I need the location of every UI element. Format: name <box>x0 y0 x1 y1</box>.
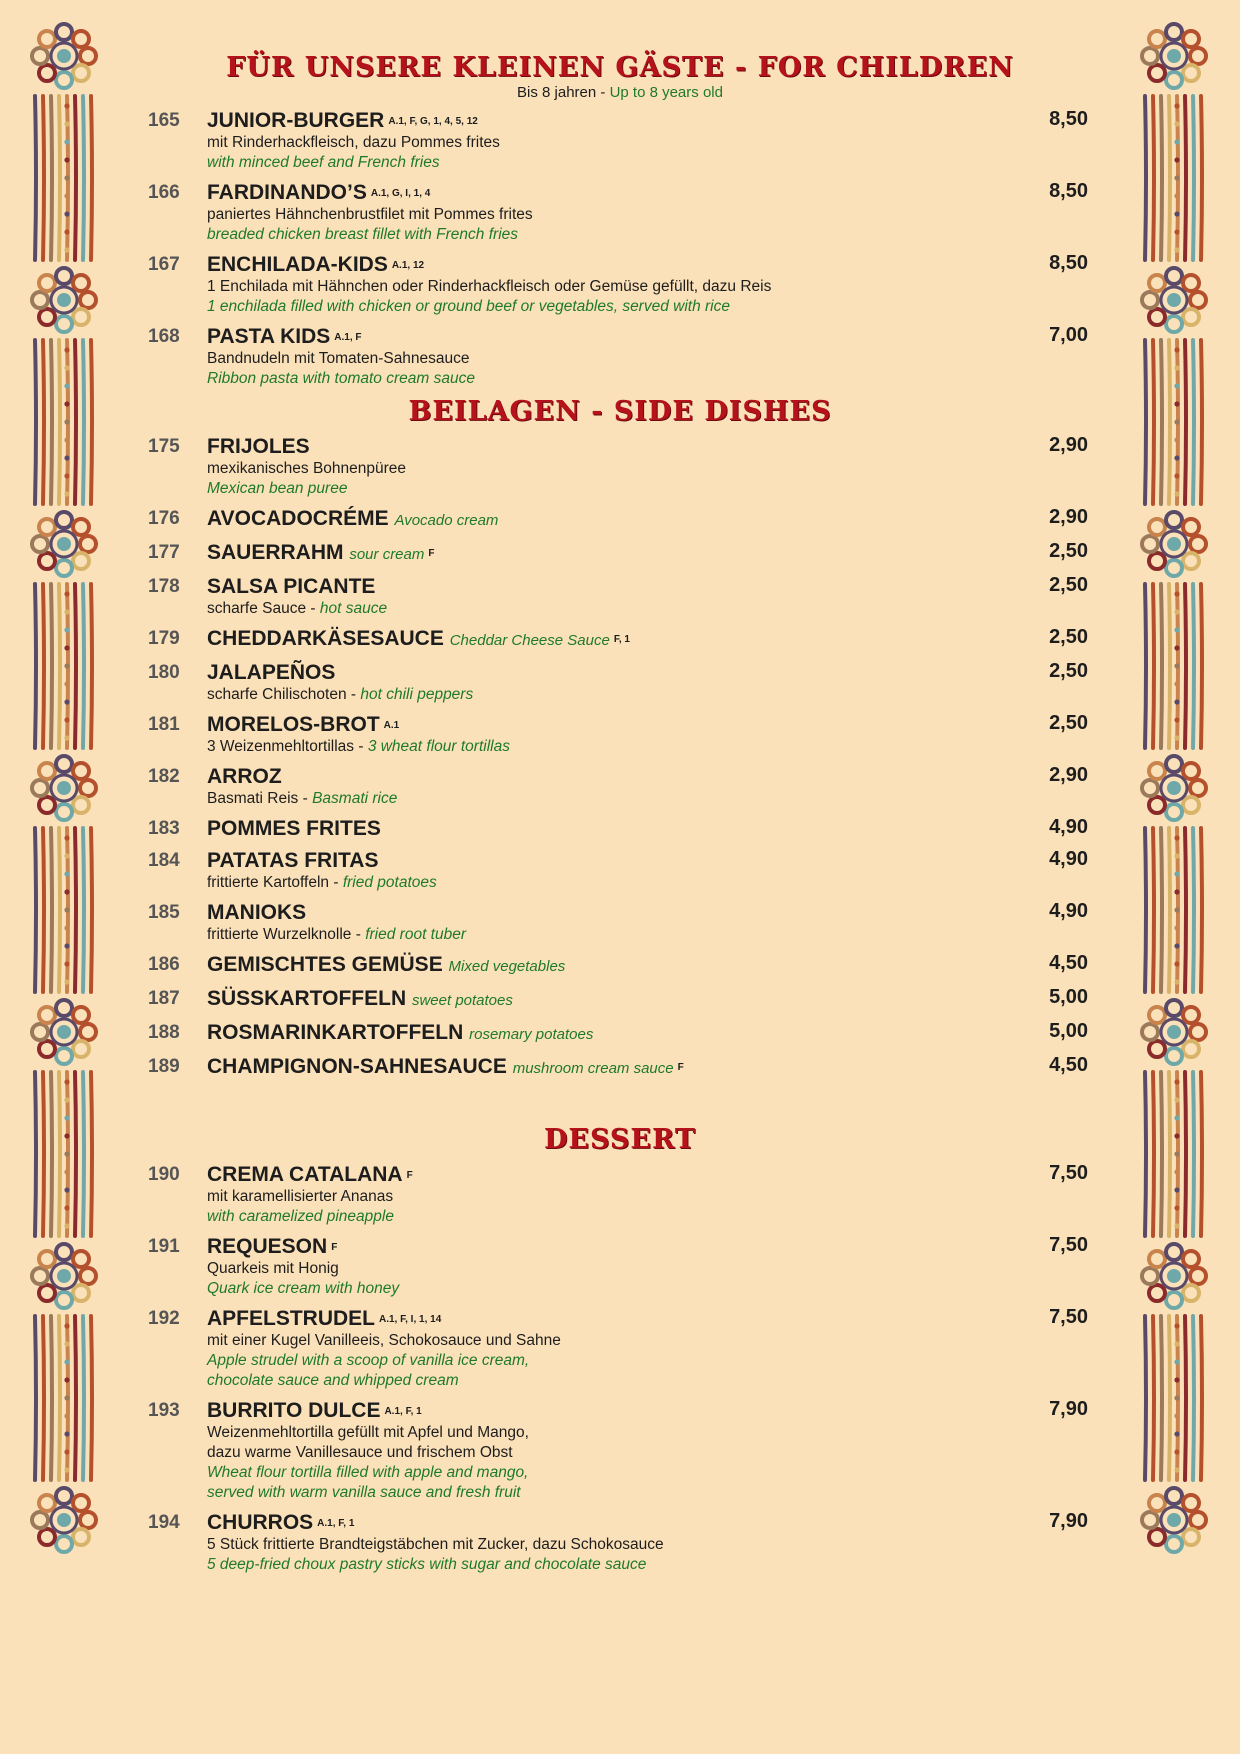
item-name-line <box>207 574 1100 599</box>
item-name: ARROZ <box>207 765 282 788</box>
item-number: 188 <box>148 1022 180 1043</box>
menu-item <box>140 764 1100 809</box>
item-price: 2,50 <box>1049 540 1088 562</box>
item-number: 176 <box>148 508 180 529</box>
sun-ornament-icon <box>28 20 100 92</box>
menu-section <box>140 1124 1100 1575</box>
item-description-en: 1 enchilada filled with chicken or ground beef or vegetables, served with rice <box>207 298 730 315</box>
stripe-ornament-icon <box>30 92 98 264</box>
menu-item <box>140 1020 1100 1047</box>
item-name: GEMISCHTES GEMÜSE <box>207 953 443 976</box>
menu-item <box>140 1398 1100 1503</box>
item-number: 178 <box>148 576 180 597</box>
item-name-line <box>207 180 1100 205</box>
item-name: SAUERRAHM <box>207 541 344 564</box>
item-name-en: Cheddar Cheese Sauce <box>449 632 610 649</box>
item-description-de <box>207 789 1100 809</box>
item-price: 2,50 <box>1049 626 1088 648</box>
item-price: 4,50 <box>1049 952 1088 974</box>
menu-item <box>140 180 1100 245</box>
sun-ornament-icon <box>1138 508 1210 580</box>
allergen-codes: A.1, G, I, 1, 4 <box>370 188 431 199</box>
menu-item <box>140 1234 1100 1299</box>
subtitle-en: Up to 8 years old <box>609 84 723 101</box>
left-border-ornament <box>26 20 102 1740</box>
item-number: 180 <box>148 662 180 683</box>
item-price: 7,50 <box>1049 1234 1088 1256</box>
menu-item <box>140 712 1100 757</box>
description-de-text: Weizenmehltortilla gefüllt mit Apfel und Mango, <box>207 1424 529 1441</box>
item-description-de <box>207 1535 1100 1555</box>
item-name-line <box>207 434 1100 459</box>
sun-ornament-icon <box>28 1240 100 1312</box>
item-price: 5,00 <box>1049 1020 1088 1042</box>
item-price: 2,90 <box>1049 764 1088 786</box>
stripe-ornament-icon <box>30 1068 98 1240</box>
sun-ornament-icon <box>28 1484 100 1556</box>
description-en-inline: hot chili peppers <box>360 686 474 703</box>
menu-item <box>140 108 1100 173</box>
menu-item <box>140 848 1100 893</box>
item-name-en: Mixed vegetables <box>448 958 566 975</box>
sun-ornament-icon <box>28 264 100 336</box>
description-de-text: Quarkeis mit Honig <box>207 1260 339 1277</box>
item-name: FARDINANDO’S <box>207 181 367 204</box>
description-de-text: mit karamellisierter Ananas <box>207 1188 394 1205</box>
item-number: 183 <box>148 818 180 839</box>
stripe-ornament-icon <box>1140 1312 1208 1484</box>
description-de-text: scharfe Sauce - <box>207 600 320 617</box>
menu-item <box>140 324 1100 389</box>
menu-item <box>140 1054 1100 1081</box>
item-price: 4,50 <box>1049 1054 1088 1076</box>
menu-item <box>140 434 1100 499</box>
item-description-en: breaded chicken breast fillet with French fries <box>207 226 519 243</box>
allergen-codes: A.1, F, I, 1, 14 <box>379 1314 442 1325</box>
item-number: 166 <box>148 182 180 203</box>
item-price: 7,00 <box>1049 324 1088 346</box>
item-description-de <box>207 925 1100 945</box>
item-number: 185 <box>148 902 180 923</box>
item-number: 184 <box>148 850 180 871</box>
stripe-ornament-icon <box>30 824 98 996</box>
item-description-en: Wheat flour tortilla filled with apple and mango, <box>207 1464 529 1481</box>
item-description-de <box>207 1331 1100 1351</box>
item-description-de <box>207 1423 1100 1443</box>
section-spacer <box>140 1088 1100 1124</box>
item-name: CHAMPIGNON-SAHNESAUCE <box>207 1055 507 1078</box>
menu-item <box>140 1306 1100 1391</box>
item-name-line <box>207 848 1100 873</box>
description-de-text: 1 Enchilada mit Hähnchen oder Rinderhackfleisch oder Gemüse gefüllt, dazu Reis <box>207 278 772 295</box>
item-price: 7,50 <box>1049 1162 1088 1184</box>
item-name-line <box>207 660 1100 685</box>
item-name: CHEDDARKÄSESAUCE <box>207 627 444 650</box>
item-price: 7,90 <box>1049 1398 1088 1420</box>
allergen-codes: A.1, 12 <box>391 260 425 271</box>
item-name-en: Avocado cream <box>394 512 499 529</box>
stripe-ornament-icon <box>1140 824 1208 996</box>
description-en-inline: 3 wheat flour tortillas <box>367 738 510 755</box>
item-name: ENCHILADA-KIDS <box>207 253 388 276</box>
item-description-de <box>207 737 1100 757</box>
menu-item <box>140 574 1100 619</box>
item-description-de <box>207 205 1100 225</box>
item-number: 190 <box>148 1164 180 1185</box>
menu-section <box>140 52 1100 389</box>
stripe-ornament-icon <box>30 580 98 752</box>
item-number: 194 <box>148 1512 180 1533</box>
item-description-de: dazu warme Vanillesauce und frischem Obst <box>207 1444 513 1461</box>
allergen-codes: F <box>331 1242 338 1253</box>
item-description-de <box>207 685 1100 705</box>
item-name-line <box>207 1054 1100 1081</box>
item-name: PATATAS FRITAS <box>207 849 379 872</box>
item-name-line <box>207 324 1100 349</box>
item-number: 191 <box>148 1236 180 1257</box>
allergen-codes: A.1, F, 1 <box>384 1406 422 1417</box>
item-description-de <box>207 349 1100 369</box>
sun-ornament-icon <box>28 996 100 1068</box>
allergen-codes: A.1 <box>383 720 400 731</box>
sun-ornament-icon <box>1138 264 1210 336</box>
item-number: 192 <box>148 1308 180 1329</box>
item-price: 8,50 <box>1049 180 1088 202</box>
menu-item <box>140 986 1100 1013</box>
item-name: CREMA CATALANA <box>207 1163 403 1186</box>
item-description-en: with minced beef and French fries <box>207 154 440 171</box>
item-number: 175 <box>148 436 180 457</box>
menu-item <box>140 252 1100 317</box>
description-de-text: Bandnudeln mit Tomaten-Sahnesauce <box>207 350 470 367</box>
item-name-line <box>207 1510 1100 1535</box>
description-de-text: mexikanisches Bohnenpüree <box>207 460 407 477</box>
item-name-line <box>207 540 1100 567</box>
description-de-text: mit Rinderhackfleisch, dazu Pommes frites <box>207 134 500 151</box>
item-description-de <box>207 277 1100 297</box>
item-description-de <box>207 1187 1100 1207</box>
menu-item <box>140 1510 1100 1575</box>
item-name-line <box>207 952 1100 979</box>
section-subtitle <box>140 84 1100 102</box>
description-en-inline: hot sauce <box>319 600 388 617</box>
sun-ornament-icon <box>28 508 100 580</box>
description-de-text: Basmati Reis - <box>207 790 313 807</box>
item-number: 167 <box>148 254 180 275</box>
sun-ornament-icon <box>1138 996 1210 1068</box>
item-description-en: Ribbon pasta with tomato cream sauce <box>207 370 475 387</box>
item-description-de <box>207 599 1100 619</box>
allergen-codes: F <box>677 1062 684 1073</box>
item-name-line <box>207 712 1100 737</box>
stripe-ornament-icon <box>1140 92 1208 264</box>
item-description-de <box>207 1259 1100 1279</box>
description-de-text: scharfe Chilischoten - <box>207 686 361 703</box>
menu-item <box>140 540 1100 567</box>
item-description-en: Quark ice cream with honey <box>207 1280 400 1297</box>
item-name: JUNIOR-BURGER <box>207 109 385 132</box>
item-name: AVOCADOCRÉME <box>207 507 389 530</box>
item-name: APFELSTRUDEL <box>207 1307 375 1330</box>
item-name-en: rosemary potatoes <box>469 1026 594 1043</box>
menu-item <box>140 1162 1100 1227</box>
item-name-line <box>207 1306 1100 1331</box>
item-name: ROSMARINKARTOFFELN <box>207 1021 464 1044</box>
item-description-en: with caramelized pineapple <box>207 1208 394 1225</box>
item-number: 179 <box>148 628 180 649</box>
item-name-line <box>207 816 1100 841</box>
item-number: 165 <box>148 110 180 131</box>
stripe-ornament-icon <box>1140 1068 1208 1240</box>
sun-ornament-icon <box>1138 752 1210 824</box>
item-price: 2,50 <box>1049 712 1088 734</box>
description-de-text: mit einer Kugel Vanilleeis, Schokosauce und Sahne <box>207 1332 561 1349</box>
allergen-codes: A.1, F, G, 1, 4, 5, 12 <box>388 116 478 127</box>
sun-ornament-icon <box>1138 20 1210 92</box>
item-name-line <box>207 506 1100 533</box>
menu-content <box>140 52 1100 1582</box>
item-number: 189 <box>148 1056 180 1077</box>
description-en-inline: fried potatoes <box>342 874 437 891</box>
section-title: BEILAGEN - SIDE DISHES <box>408 396 832 427</box>
menu-item <box>140 816 1100 841</box>
sun-ornament-icon <box>1138 1484 1210 1556</box>
item-description-de <box>207 873 1100 893</box>
item-name: PASTA KIDS <box>207 325 331 348</box>
item-name-en: sour cream <box>349 546 425 563</box>
item-price: 4,90 <box>1049 816 1088 838</box>
item-price: 2,90 <box>1049 506 1088 528</box>
item-name: BURRITO DULCE <box>207 1399 381 1422</box>
item-name: REQUESON <box>207 1235 328 1258</box>
stripe-ornament-icon <box>30 1312 98 1484</box>
right-border-ornament <box>1136 20 1212 1740</box>
description-de-text: 5 Stück frittierte Brandteigstäbchen mit Zucker, dazu Schokosauce <box>207 1536 664 1553</box>
item-price: 4,90 <box>1049 900 1088 922</box>
description-en-inline: fried root tuber <box>365 926 467 943</box>
item-name-line <box>207 626 1100 653</box>
item-description-de <box>207 133 1100 153</box>
item-name-line <box>207 900 1100 925</box>
description-de-text: paniertes Hähnchenbrustfilet mit Pommes frites <box>207 206 533 223</box>
menu-item <box>140 506 1100 533</box>
allergen-codes: A.1, F <box>334 332 362 343</box>
item-description-en: 5 deep-fried choux pastry sticks with sugar and chocolate sauce <box>207 1556 647 1573</box>
sun-ornament-icon <box>1138 1240 1210 1312</box>
item-price: 4,90 <box>1049 848 1088 870</box>
item-name: SÜSSKARTOFFELN <box>207 987 407 1010</box>
item-price: 2,50 <box>1049 574 1088 596</box>
item-name-line <box>207 986 1100 1013</box>
menu-item <box>140 900 1100 945</box>
item-name-line <box>207 1020 1100 1047</box>
item-description-en: served with warm vanilla sauce and fresh fruit <box>207 1484 521 1501</box>
item-name: SALSA PICANTE <box>207 575 376 598</box>
item-description-en: chocolate sauce and whipped cream <box>207 1372 459 1389</box>
item-number: 187 <box>148 988 180 1009</box>
item-name: FRIJOLES <box>207 435 310 458</box>
allergen-codes: F <box>428 548 435 559</box>
menu-item <box>140 626 1100 653</box>
item-price: 8,50 <box>1049 108 1088 130</box>
item-name: CHURROS <box>207 1511 314 1534</box>
description-de-text: frittierte Kartoffeln - <box>207 874 343 891</box>
item-name-line <box>207 108 1100 133</box>
menu-item <box>140 660 1100 705</box>
description-de-text: frittierte Wurzelknolle - <box>207 926 366 943</box>
item-number: 193 <box>148 1400 180 1421</box>
item-number: 177 <box>148 542 180 563</box>
allergen-codes: F, 1 <box>613 634 630 645</box>
stripe-ornament-icon <box>30 336 98 508</box>
section-title: FÜR UNSERE KLEINEN GÄSTE - FOR CHILDREN <box>226 52 1014 83</box>
sun-ornament-icon <box>28 752 100 824</box>
menu-item <box>140 952 1100 979</box>
item-price: 8,50 <box>1049 252 1088 274</box>
item-name-line <box>207 764 1100 789</box>
item-price: 2,90 <box>1049 434 1088 456</box>
item-description-en: Mexican bean puree <box>207 480 348 497</box>
item-name-line <box>207 1398 1100 1423</box>
item-number: 186 <box>148 954 180 975</box>
description-de-text: 3 Weizenmehltortillas - <box>207 738 368 755</box>
stripe-ornament-icon <box>1140 336 1208 508</box>
item-price: 5,00 <box>1049 986 1088 1008</box>
item-name-line <box>207 252 1100 277</box>
item-name: JALAPEÑOS <box>207 661 336 684</box>
menu-section <box>140 396 1100 1081</box>
item-name: POMMES FRITES <box>207 817 381 840</box>
item-description-en: Apple strudel with a scoop of vanilla ice cream, <box>207 1352 530 1369</box>
item-name-line <box>207 1162 1100 1187</box>
item-name-line <box>207 1234 1100 1259</box>
item-name-en: sweet potatoes <box>411 992 513 1009</box>
item-name: MORELOS-BROT <box>207 713 380 736</box>
description-en-inline: Basmati rice <box>312 790 398 807</box>
item-price: 2,50 <box>1049 660 1088 682</box>
allergen-codes: A.1, F, 1 <box>317 1518 355 1529</box>
section-title: DESSERT <box>543 1124 697 1155</box>
subtitle-de: Bis 8 jahren - <box>517 84 610 101</box>
stripe-ornament-icon <box>1140 580 1208 752</box>
item-price: 7,50 <box>1049 1306 1088 1328</box>
item-price: 7,90 <box>1049 1510 1088 1532</box>
item-number: 182 <box>148 766 180 787</box>
item-name: MANIOKS <box>207 901 307 924</box>
allergen-codes: F <box>406 1170 413 1181</box>
item-description-de <box>207 459 1100 479</box>
item-number: 168 <box>148 326 180 347</box>
item-number: 181 <box>148 714 180 735</box>
item-name-en: mushroom cream sauce <box>512 1060 674 1077</box>
